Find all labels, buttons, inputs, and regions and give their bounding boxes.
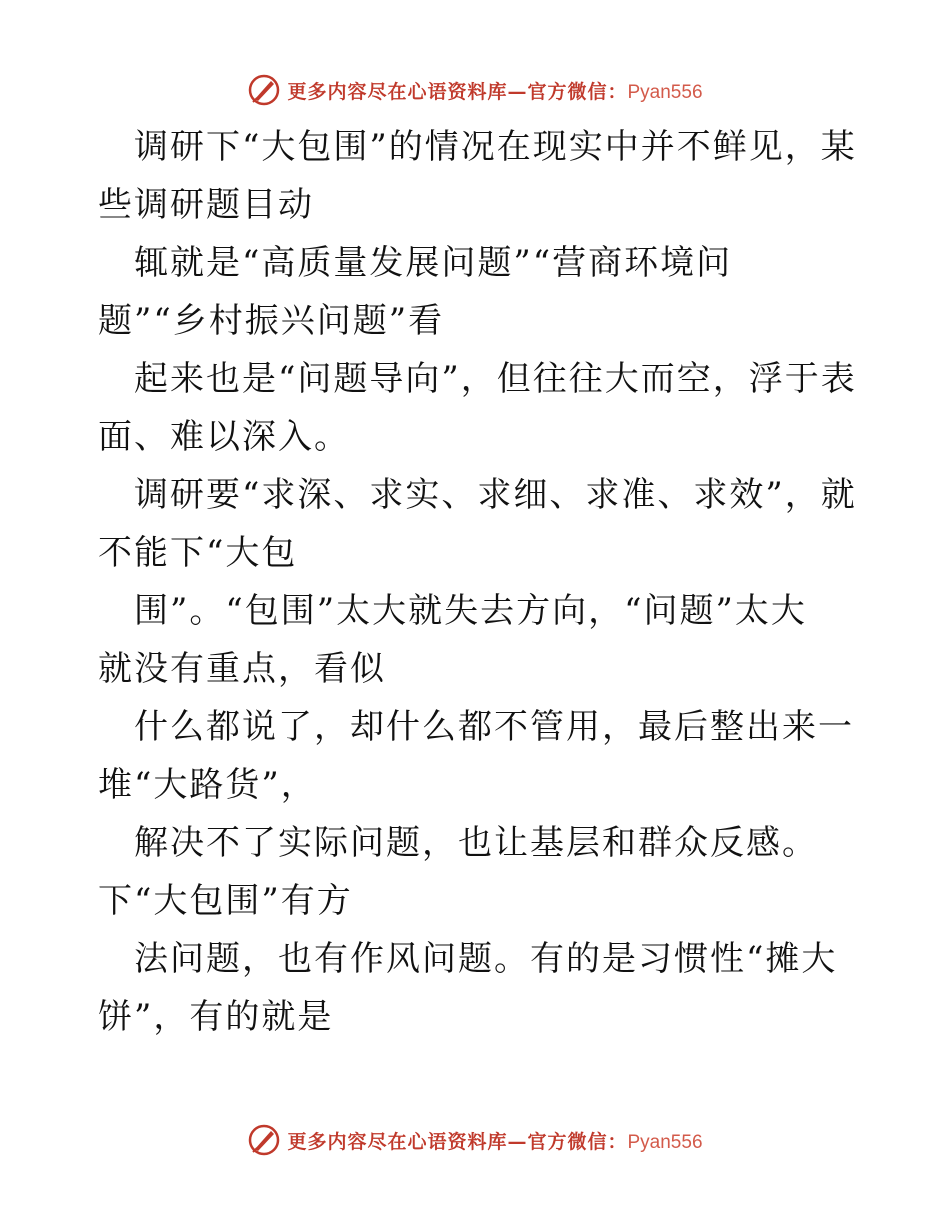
- paragraph-line: 辄就是“高质量发展问题”“营商环境问: [134, 243, 733, 283]
- paragraph-line: 堆“大路货”，: [98, 765, 317, 805]
- paragraph-line: 题”“乡村振兴问题”看: [98, 301, 445, 341]
- paragraph-line: 些调研题目动: [98, 185, 314, 225]
- paragraph-line: 就没有重点，看似: [98, 649, 386, 689]
- paragraph-line: 不能下“大包: [98, 533, 298, 573]
- paragraph-line: 下“大包围”有方: [98, 881, 353, 921]
- banner-text: 更多内容尽在心语资料库—官方微信：Pyan556: [287, 1130, 703, 1153]
- banner-text: 更多内容尽在心语资料库—官方微信：Pyan556: [287, 80, 703, 103]
- paragraph-line: 起来也是“问题导向”，但往往大而空，浮于表: [134, 359, 857, 399]
- document-body: [98, 118, 858, 1046]
- paragraph-line: 面、难以深入。: [98, 417, 350, 457]
- paragraph-line: 饼”，有的就是: [98, 997, 334, 1037]
- paragraph-line: 调研下“大包围”的情况在现实中并不鲜见，某: [134, 127, 857, 167]
- paragraph-line: 围”。“包围”太大就失去方向，“问题”太大: [134, 591, 807, 631]
- paragraph-line: 调研要“求深、求实、求细、求准、求效”，就: [134, 475, 857, 515]
- paragraph-line: 什么都说了，却什么都不管用，最后整出来一: [134, 707, 854, 747]
- quill-pen-logo-icon: [247, 1123, 281, 1157]
- paragraph-line: 解决不了实际问题，也让基层和群众反感。: [134, 823, 818, 863]
- quill-pen-logo-icon: [247, 73, 281, 107]
- footer-watermark-banner: [0, 1120, 950, 1160]
- header-watermark-banner: [0, 70, 950, 110]
- paragraph-line: 法问题，也有作风问题。有的是习惯性“摊大: [134, 939, 838, 979]
